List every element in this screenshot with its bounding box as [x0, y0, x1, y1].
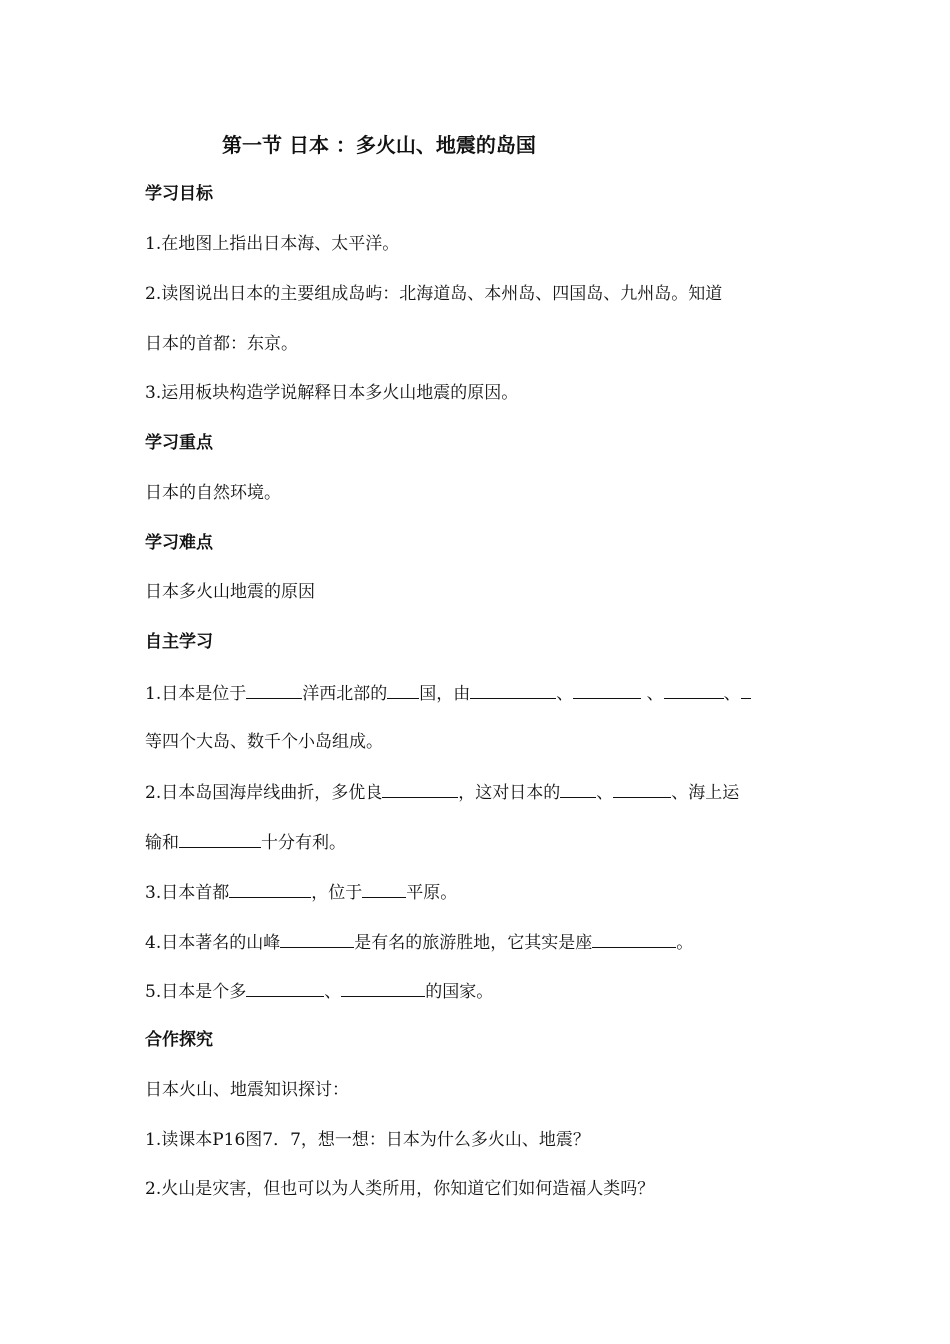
text-segment: 、海上运 [671, 783, 740, 803]
fill-blank[interactable] [592, 930, 676, 948]
text-segment: 、 [556, 684, 574, 704]
text-segment: 。 [676, 933, 694, 953]
fill-blank[interactable] [229, 880, 311, 898]
self-study-heading: 自主学习 [145, 632, 213, 652]
text-segment: 5.日本是个多 [145, 982, 247, 1002]
fill-blank[interactable] [179, 830, 261, 848]
fill-blank[interactable] [387, 681, 419, 699]
text-segment: 国，由 [419, 684, 471, 704]
fill-blank[interactable] [341, 979, 425, 997]
text-segment: 平原。 [406, 883, 458, 903]
self-study-q3 [145, 880, 825, 904]
fill-blank[interactable] [280, 930, 354, 948]
goal-item-1: 1.在地图上指出日本海、太平洋。 [145, 234, 400, 254]
text-segment: 、 [324, 982, 342, 1002]
fill-blank[interactable] [741, 681, 751, 699]
text-segment: ，这对日本的 [458, 783, 561, 803]
fill-blank[interactable] [246, 681, 302, 699]
fill-blank[interactable] [560, 780, 596, 798]
key-points-text: 日本的自然环境。 [145, 483, 281, 503]
text-segment: 输和 [145, 833, 179, 853]
text-segment: 的国家。 [425, 982, 494, 1002]
difficulties-heading: 学习难点 [145, 533, 213, 553]
key-points-heading: 学习重点 [145, 433, 213, 453]
goal-item-2-line-2: 日本的首都：东京。 [145, 334, 298, 354]
goal-item-2-line-1: 2.读图说出日本的主要组成岛屿：北海道岛、本州岛、四国岛、九州岛。知道 [145, 284, 723, 304]
fill-blank[interactable] [664, 681, 724, 699]
self-study-q5 [145, 979, 825, 1003]
cooperation-intro: 日本火山、地震知识探讨： [145, 1080, 349, 1100]
fill-blank[interactable] [382, 780, 458, 798]
fill-blank[interactable] [470, 681, 556, 699]
text-segment: ，位于 [311, 883, 363, 903]
self-study-q1-line-2: 等四个大岛、数千个小岛组成。 [145, 732, 383, 752]
text-segment: 十分有利。 [261, 833, 346, 853]
fill-blank[interactable] [573, 681, 641, 699]
fill-blank[interactable] [362, 880, 406, 898]
text-segment: 3.日本首都 [145, 883, 230, 903]
text-segment: 1.日本是位于 [145, 684, 247, 704]
difficulties-text: 日本多火山地震的原因 [145, 582, 315, 602]
text-segment: 是有名的旅游胜地，它其实是座 [354, 933, 593, 953]
text-segment: 2.日本岛国海岸线曲折，多优良 [145, 783, 383, 803]
self-study-q4 [145, 930, 825, 954]
text-segment: 、 [723, 684, 741, 704]
cooperation-heading: 合作探究 [145, 1030, 213, 1050]
fill-blank[interactable] [613, 780, 671, 798]
self-study-q2-line-1 [145, 780, 825, 804]
self-study-q2-line-2 [145, 830, 825, 854]
self-study-q1-line-1 [145, 681, 825, 705]
text-segment: 、 [641, 684, 664, 704]
page-title: 第一节 日本 ：多火山、地震的岛国 [222, 133, 536, 157]
cooperation-q2: 2.火山是灾害，但也可以为人类所用，你知道它们如何造福人类吗？ [145, 1179, 655, 1199]
goal-item-3: 3.运用板块构造学说解释日本多火山地震的原因。 [145, 383, 519, 403]
fill-blank[interactable] [246, 979, 324, 997]
text-segment: 、 [596, 783, 614, 803]
goals-heading: 学习目标 [145, 184, 213, 204]
cooperation-q1: 1.读课本P16图7．7，想一想：日本为什么多火山、地震？ [145, 1130, 590, 1150]
text-segment: 4.日本著名的山峰 [145, 933, 281, 953]
text-segment: 洋西北部的 [302, 684, 388, 704]
